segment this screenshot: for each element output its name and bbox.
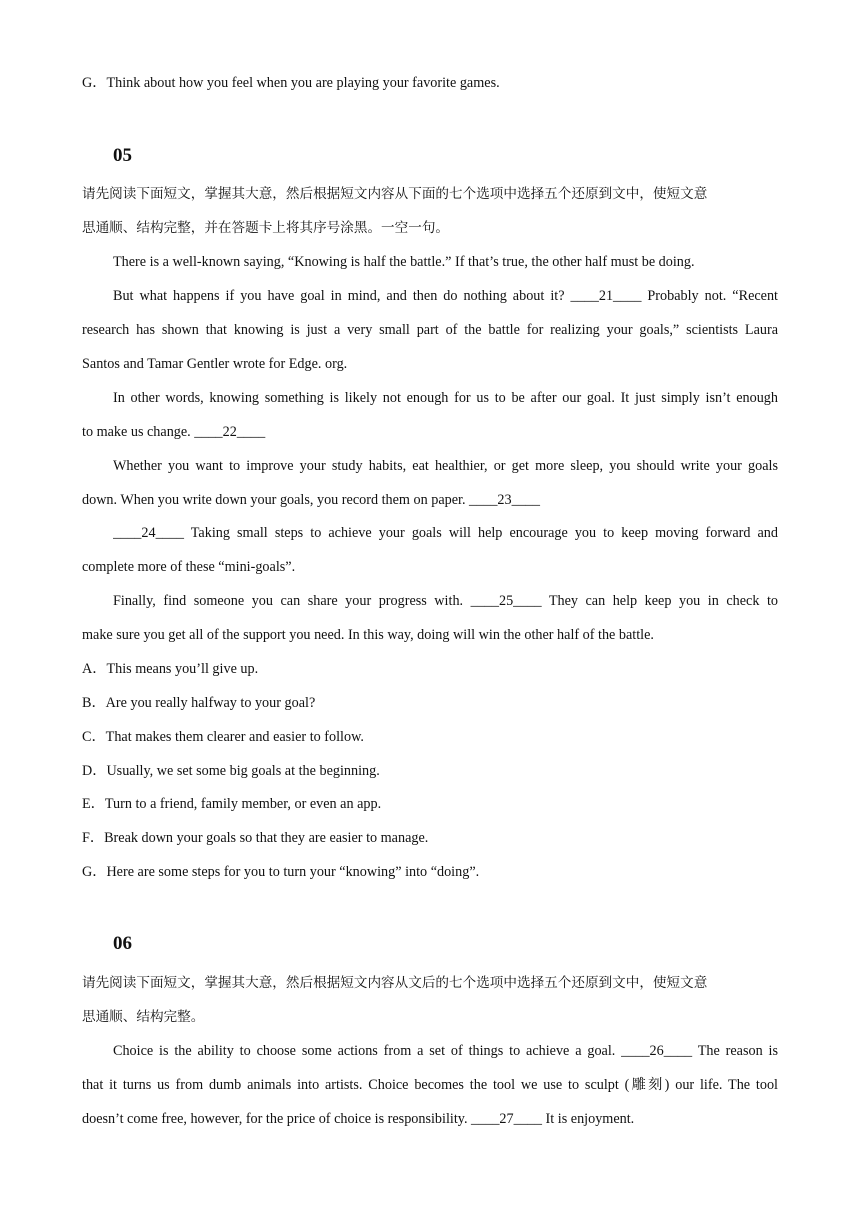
instruction-line: 请先阅读下面短文，掌握其大意，然后根据短文内容从下面的七个选项中选择五个还原到文中，使短文意 [82, 186, 708, 202]
passage-line: Whether you want to improve your study habits, eat healthier, or get more sleep, you should write your goals [113, 458, 778, 474]
passage-line: research has shown that knowing is just a very small part of the battle for realizing your goals,” scientists Laura [82, 322, 778, 338]
passage-line: But what happens if you have goal in mind, and then do nothing about it? ____21____ Probably not. “Recent [113, 288, 778, 304]
option-letter: G． [82, 864, 107, 880]
option-item [82, 794, 778, 814]
passage-line: ____24____ Taking small steps to achieve your goals will help encourage you to keep moving forward and [113, 525, 778, 541]
passage-line: that it turns us from dumb animals into artists. Choice becomes the tool we use to sculpt (雕刻) our life. The tool [82, 1077, 778, 1093]
option-letter: A． [82, 661, 107, 677]
passage-line: Santos and Tamar Gentler wrote for Edge. org. [82, 356, 348, 372]
passage-line: make sure you get all of the support you need. In this way, doing will win the other half of the battle. [82, 627, 654, 643]
option-text: Turn to a friend, family member, or even an app. [104, 796, 382, 812]
option-item [82, 828, 778, 848]
option-text: Here are some steps for you to turn your “knowing” into “doing”. [106, 864, 480, 880]
instruction-line: 思通顺、结构完整，并在答题卡上将其序号涂黑。一空一句。 [82, 220, 450, 236]
option-item [82, 659, 778, 679]
option-text: That makes them clearer and easier to follow. [105, 729, 364, 745]
option-text: This means you’ll give up. [106, 661, 259, 677]
passage-line: Finally, find someone you can share your progress with. ____25____ They can help keep you in check to [113, 593, 778, 609]
instruction-line: 思通顺、结构完整。 [82, 1009, 205, 1025]
option-letter: C． [82, 729, 106, 745]
option-letter: D． [82, 763, 107, 779]
passage-line: down. When you write down your goals, you record them on paper. ____23____ [82, 492, 540, 508]
passage-line: to make us change. ____22____ [82, 424, 266, 440]
option-text: Think about how you feel when you are playing your favorite games. [106, 75, 500, 91]
option-letter: G． [82, 75, 107, 91]
option-letter: E． [82, 796, 105, 812]
passage-line: In other words, knowing something is likely not enough for us to be after our goal. It just simply isn’t enough [113, 390, 778, 406]
option-item [82, 862, 778, 882]
option-item [82, 73, 778, 93]
passage-line: complete more of these “mini-goals”. [82, 559, 296, 575]
option-text: Break down your goals so that they are easier to manage. [104, 830, 429, 846]
option-item [82, 761, 778, 781]
option-item [82, 727, 778, 747]
passage-line: Choice is the ability to choose some actions from a set of things to achieve a goal. ____26____ The reason is [113, 1043, 778, 1059]
section-number: 05 [113, 145, 132, 166]
option-item [82, 693, 778, 713]
option-letter: F． [82, 830, 105, 846]
passage-line: There is a well-known saying, “Knowing is half the battle.” If that’s true, the other half must be doing. [113, 254, 695, 270]
instruction-line: 请先阅读下面短文，掌握其大意，然后根据短文内容从文后的七个选项中选择五个还原到文中，使短文意 [82, 975, 708, 991]
section-number: 06 [113, 933, 132, 954]
option-text: Are you really halfway to your goal? [105, 695, 316, 711]
option-text: Usually, we set some big goals at the beginning. [106, 763, 380, 779]
option-letter: B． [82, 695, 106, 711]
passage-line: doesn’t come free, however, for the price of choice is responsibility. ____27____ It is enjoyment. [82, 1111, 635, 1127]
